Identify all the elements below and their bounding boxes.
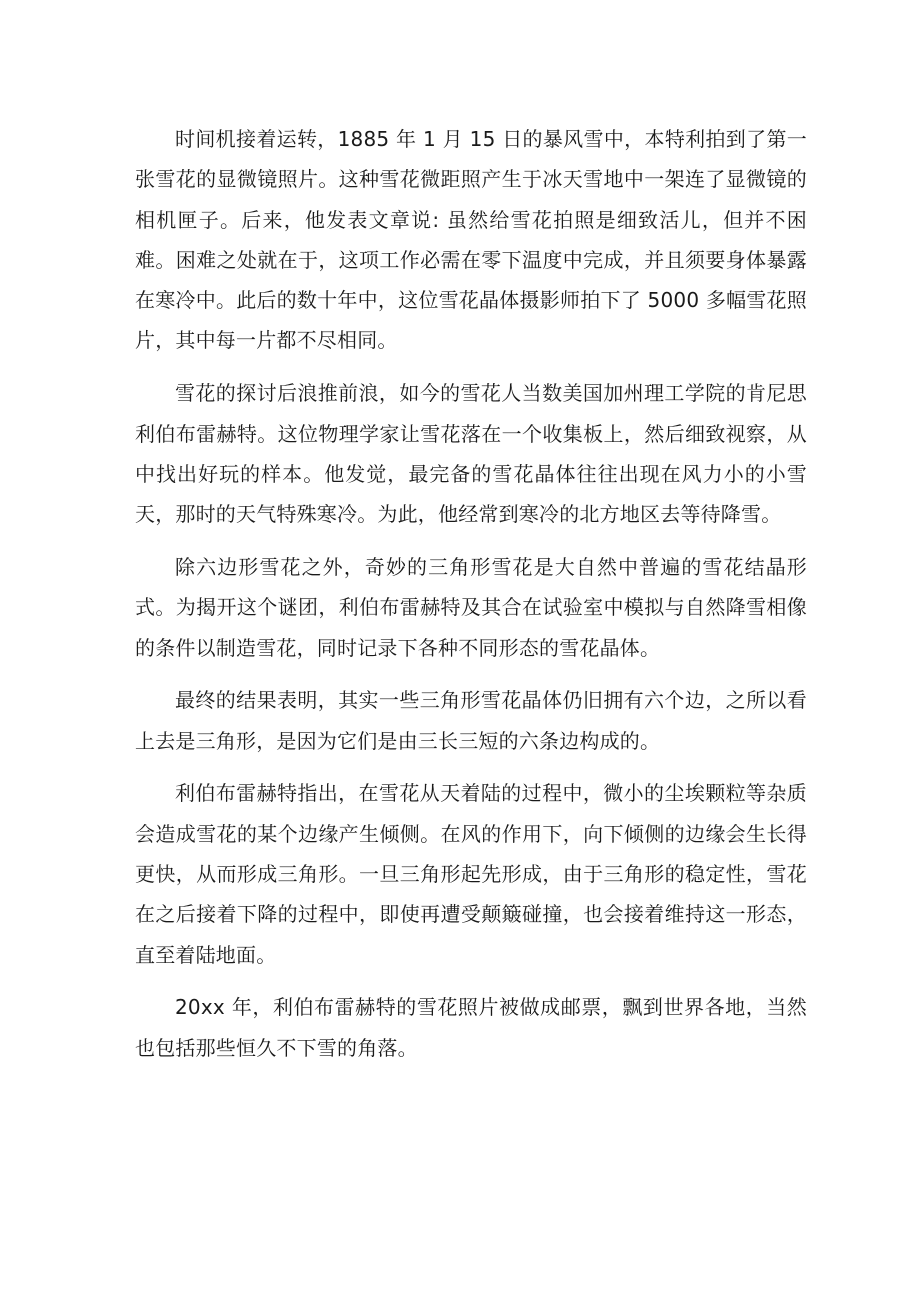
document-body bbox=[135, 119, 807, 1081]
paragraph-3: 除六边形雪花之外，奇妙的三角形雪花是大自然中普遍的雪花结晶形式。为揭开这个谜团，利伯布雷赫特及其合在试验室中模拟与自然降雪相像的条件以制造雪花，同时记录下各种不同形态的雪花晶体。 bbox=[135, 554, 807, 660]
paragraph-4: 最终的结果表明，其实一些三角形雪花晶体仍旧拥有六个边，之所以看上去是三角形，是因为它们是由三长三短的六条边构成的。 bbox=[135, 688, 807, 753]
paragraph-6: 20xx 年，利伯布雷赫特的雪花照片被做成邮票，飘到世界各地，当然也包括那些恒久不下雪的角落。 bbox=[135, 995, 807, 1060]
paragraph-5: 利伯布雷赫特指出，在雪花从天着陆的过程中，微小的尘埃颗粒等杂质会造成雪花的某个边缘产生倾侧。在风的作用下，向下倾侧的边缘会生长得更快，从而形成三角形。一旦三角形起先形成，由于三角形的稳定性，雪花在之后接着下降的过程中，即使再遭受颠簸碰撞，也会接着维持这一形态，直至着陆地面。 bbox=[135, 781, 807, 967]
paragraph-1: 时间机接着运转，1885 年 1 月 15 日的暴风雪中，本特利拍到了第一张雪花的显微镜照片。这种雪花微距照产生于冰天雪地中一架连了显微镜的相机匣子。后来，他发表文章说: 虽然给雪花拍照是细致活儿，但并不困难。困难之处就在于，这项工作必需在零下温度中完成，并且须要身体暴露在寒冷中。此后的数十年中，这位雪花晶体摄影师拍下了 5000 多幅雪花照片，其中每一片都不尽相同。 bbox=[135, 127, 807, 353]
paragraph-2: 雪花的探讨后浪推前浪，如今的雪花人当数美国加州理工学院的肯尼思利伯布雷赫特。这位物理学家让雪花落在一个收集板上，然后细致视察，从中找出好玩的样本。他发觉，最完备的雪花晶体往往出现在风力小的小雪天，那时的天气特殊寒冷。为此，他经常到寒冷的北方地区去等待降雪。 bbox=[135, 381, 807, 527]
